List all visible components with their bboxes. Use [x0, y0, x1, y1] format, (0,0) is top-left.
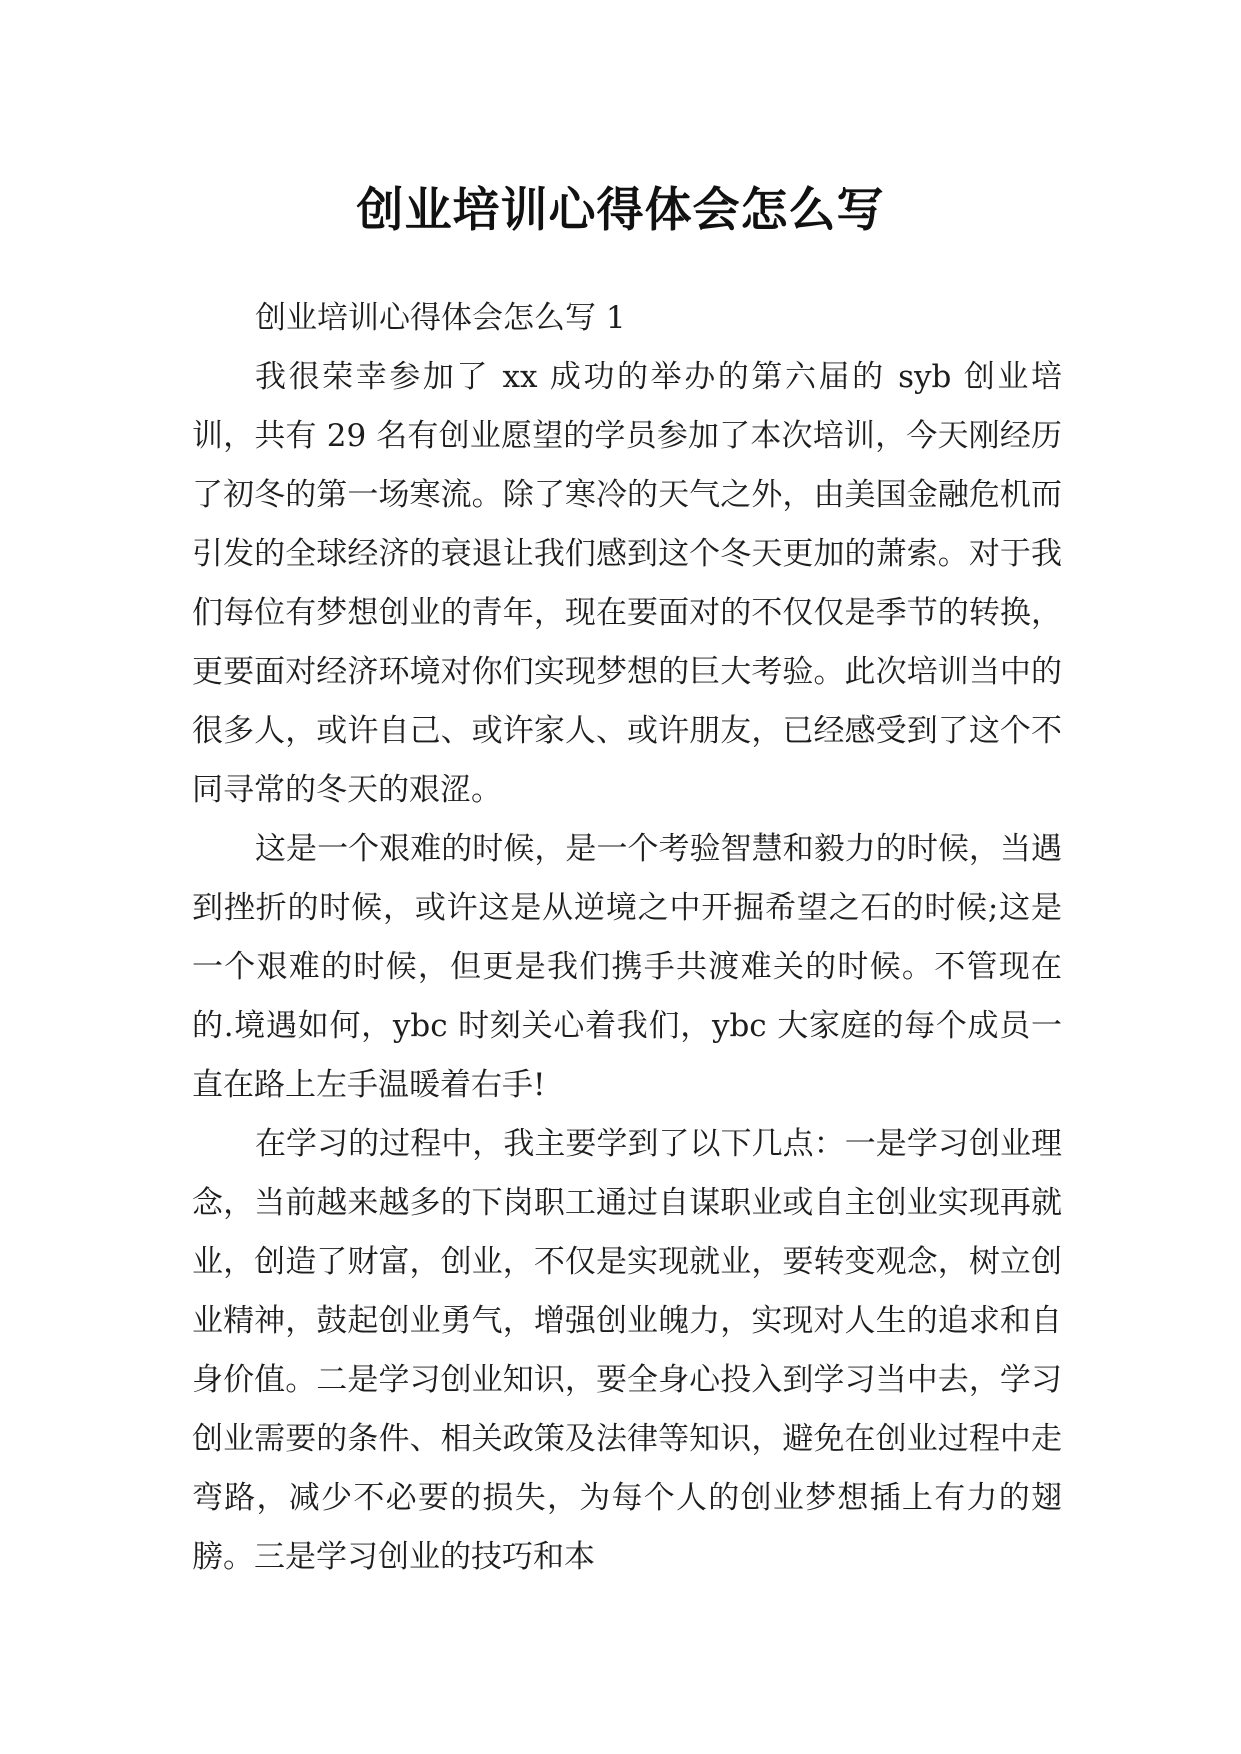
paragraph-2: 这是一个艰难的时候，是一个考验智慧和毅力的时候，当遇到挫折的时候，或许这是从逆境之中开掘希望之石的时候;这是一个艰难的时候，但更是我们携手共渡难关的时候。不管现在的.境遇如何，ybc 时刻关心着我们，ybc 大家庭的每个成员一直在路上左手温暖着右手! [192, 831, 1062, 1103]
section-heading: 创业培训心得体会怎么写 1 [255, 300, 626, 336]
paragraph-3: 在学习的过程中，我主要学到了以下几点：一是学习创业理念，当前越来越多的下岗职工通过自谋职业或自主创业实现再就业，创造了财富，创业，不仅是实现就业，要转变观念，树立创业精神，鼓起创业勇气，增强创业魄力，实现对人生的追求和自身价值。二是学习创业知识，要全身心投入到学习当中去，学习创业需要的条件、相关政策及法律等知识，避免在创业过程中走弯路，减少不必要的损失，为每个人的创业梦想插上有力的翅膀。三是学习创业的技巧和本 [192, 1126, 1062, 1575]
paragraph-1: 我很荣幸参加了 xx 成功的举办的第六届的 syb 创业培训，共有 29 名有创业愿望的学员参加了本次培训，今天刚经历了初冬的第一场寒流。除了寒冷的天气之外，由美国金融危机而引发的全球经济的衰退让我们感到这个冬天更加的萧索。对于我们每位有梦想创业的青年，现在要面对的不仅仅是季节的转换，更要面对经济环境对你们实现梦想的巨大考验。此次培训当中的很多人，或许自己、或许家人、或许朋友，已经感受到了这个不同寻常的冬天的艰涩。 [192, 359, 1062, 808]
document-body [192, 289, 1062, 1587]
document-title: 创业培训心得体会怎么写 [356, 183, 885, 239]
